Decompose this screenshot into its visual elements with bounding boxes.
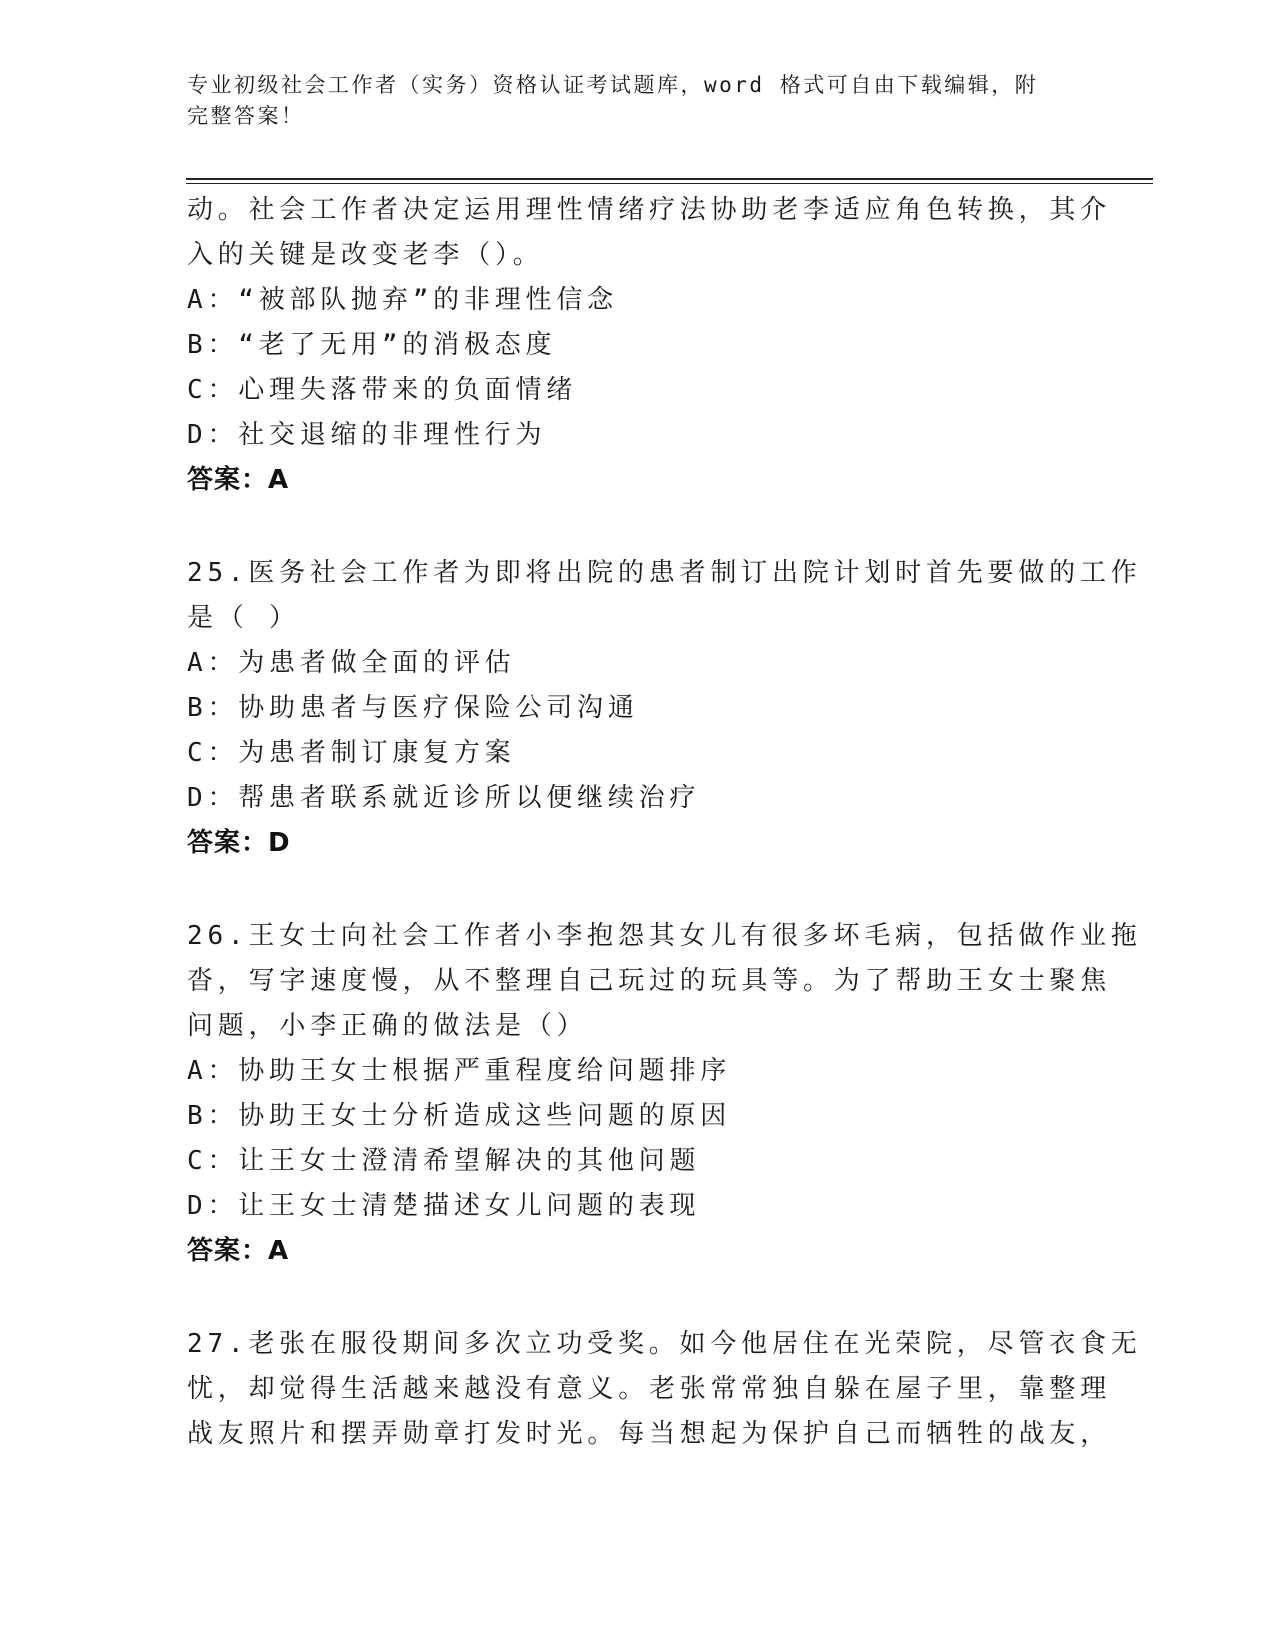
header-line-1: 专业初级社会工作者（实务）资格认证考试题库，word 格式可自由下载编辑，附 bbox=[187, 73, 1039, 97]
header-line-2: 完整答案！ bbox=[187, 104, 305, 128]
option-a: A：协助王女士根据严重程度给问题排序 bbox=[187, 1056, 732, 1086]
question-stem-line: 忧，却觉得生活越来越没有意义。老张常常独自躲在屋子里，靠整理 bbox=[187, 1374, 1112, 1404]
question-stem-line: 26.王女士向社会工作者小李抱怨其女儿有很多坏毛病，包括做作业拖 bbox=[187, 921, 1142, 951]
question-stem-line: 25.医务社会工作者为即将出院的患者制订出院计划时首先要做的工作 bbox=[187, 558, 1142, 588]
option-b: B：协助王女士分析造成这些问题的原因 bbox=[187, 1101, 732, 1131]
question-stem-line: 动。社会工作者决定运用理性情绪疗法协助老李适应角色转换，其介 bbox=[187, 195, 1112, 225]
option-c: C：心理失落带来的负面情绪 bbox=[187, 375, 578, 405]
option-d: D：社交退缩的非理性行为 bbox=[187, 420, 547, 450]
option-a: A：“被部队抛弃”的非理性信念 bbox=[187, 285, 618, 315]
document-header bbox=[187, 70, 1067, 132]
option-b: B：协助患者与医疗保险公司沟通 bbox=[187, 693, 639, 723]
header-divider-thick bbox=[186, 178, 1153, 180]
header-divider-thin bbox=[186, 183, 1153, 184]
question-25 bbox=[187, 551, 1142, 866]
question-26 bbox=[187, 914, 1142, 1274]
question-stem-line: 是（ ） bbox=[187, 603, 300, 633]
option-d: D：帮患者联系就近诊所以便继续治疗 bbox=[187, 783, 701, 813]
question-stem-line: 问题，小李正确的做法是（） bbox=[187, 1011, 588, 1041]
answer-label: 答案：A bbox=[187, 465, 290, 495]
question-stem-line: 战友照片和摆弄勋章打发时光。每当想起为保护自己而牺牲的战友， bbox=[187, 1419, 1112, 1449]
question-stem-line: 沓，写字速度慢，从不整理自己玩过的玩具等。为了帮助王女士聚焦 bbox=[187, 966, 1112, 996]
answer-label: 答案：A bbox=[187, 1236, 290, 1266]
question-stem-line: 入的关键是改变老李（）。 bbox=[187, 240, 544, 270]
question-27 bbox=[187, 1322, 1142, 1457]
question-list bbox=[187, 188, 1142, 1457]
option-c: C：让王女士澄清希望解决的其他问题 bbox=[187, 1146, 701, 1176]
option-a: A：为患者做全面的评估 bbox=[187, 648, 516, 678]
question-24-continuation bbox=[187, 188, 1112, 503]
option-b: B：“老了无用”的消极态度 bbox=[187, 330, 557, 360]
question-stem-line: 27.老张在服役期间多次立功受奖。如今他居住在光荣院，尽管衣食无 bbox=[187, 1329, 1142, 1359]
answer-label: 答案：D bbox=[187, 828, 291, 858]
option-d: D：让王女士清楚描述女儿问题的表现 bbox=[187, 1191, 701, 1221]
option-c: C：为患者制订康复方案 bbox=[187, 738, 516, 768]
